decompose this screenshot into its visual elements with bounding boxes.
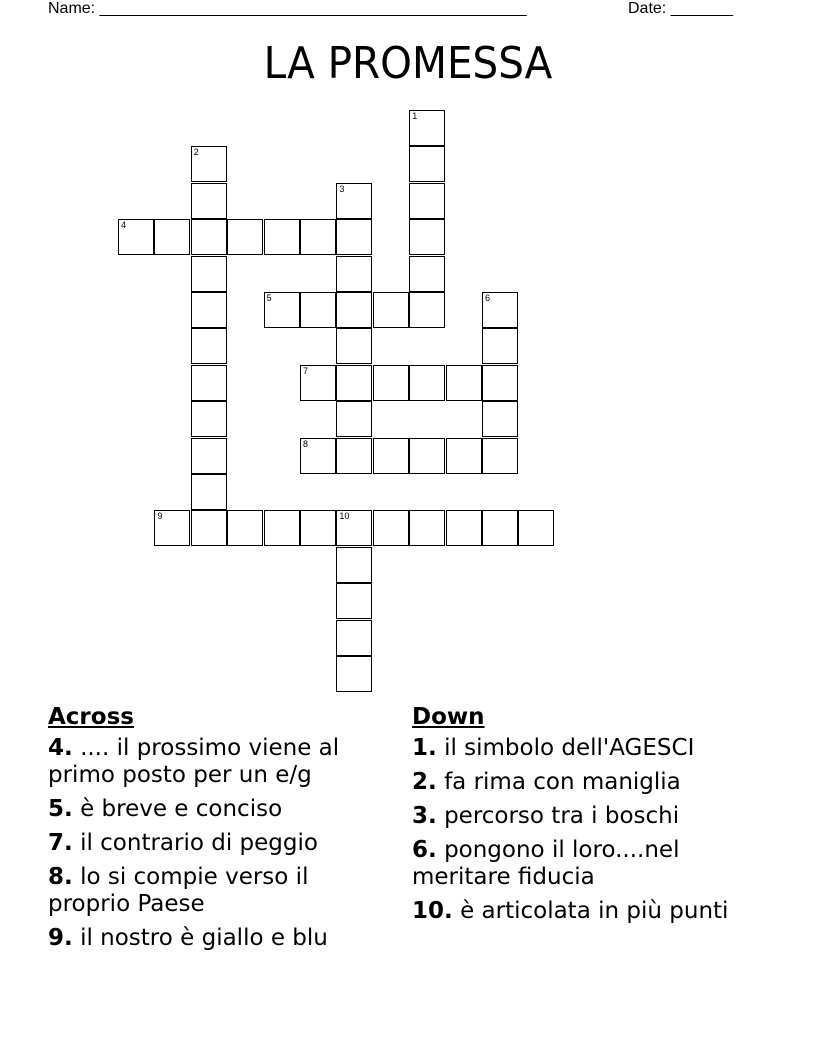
grid-cell[interactable] [482, 328, 518, 364]
clue-number: 9. [48, 925, 73, 951]
clue-number-label: 5 [266, 293, 272, 303]
grid-cell[interactable] [409, 146, 445, 182]
across-clues [48, 702, 388, 959]
grid-cell[interactable] [409, 256, 445, 292]
clue-number: 5. [48, 796, 73, 822]
grid-cell[interactable] [446, 510, 482, 546]
grid-cell[interactable] [446, 365, 482, 401]
grid-cell[interactable] [373, 510, 409, 546]
grid-cell[interactable] [336, 583, 372, 619]
grid-cell[interactable] [300, 365, 336, 401]
clue-across-9 [48, 925, 388, 952]
grid-cell[interactable] [191, 401, 227, 437]
clue-text: è breve e conciso [80, 796, 283, 822]
clue-number: 4. [48, 735, 73, 761]
grid-cell[interactable] [336, 656, 372, 692]
grid-cell[interactable] [518, 510, 554, 546]
grid-cell[interactable] [227, 219, 263, 255]
grid-cell[interactable] [482, 365, 518, 401]
clue-number: 3. [412, 803, 437, 829]
clue-down-10 [412, 898, 742, 925]
grid-cell[interactable] [336, 547, 372, 583]
grid-cell[interactable] [154, 510, 190, 546]
clue-text: è articolata in più punti [460, 898, 729, 924]
clue-number-label: 4 [121, 220, 127, 231]
grid-cell[interactable] [409, 438, 445, 474]
clue-across-8 [48, 864, 388, 918]
grid-cell[interactable] [264, 510, 300, 546]
grid-cell[interactable] [336, 510, 372, 546]
clue-number-label: 3 [339, 183, 345, 194]
across-heading: Across [48, 704, 134, 730]
clue-number-label: 8 [303, 438, 309, 449]
grid-cell[interactable] [482, 292, 518, 328]
clue-down-1 [412, 735, 742, 762]
down-clues [412, 702, 742, 932]
grid-cell[interactable] [191, 365, 227, 401]
clue-text: il nostro è giallo e blu [80, 925, 328, 951]
grid-cell[interactable] [300, 510, 336, 546]
clue-text: percorso tra i boschi [444, 803, 680, 829]
grid-cell[interactable] [191, 438, 227, 474]
clue-text: il contrario di peggio [80, 830, 318, 856]
grid-cell[interactable] [336, 292, 372, 328]
grid-cell[interactable] [409, 219, 445, 255]
clue-number: 8. [48, 864, 73, 890]
grid-cell[interactable] [300, 292, 336, 328]
clue-number: 2. [412, 769, 437, 795]
clue-number: 7. [48, 830, 73, 856]
grid-cell[interactable] [446, 438, 482, 474]
grid-cell[interactable] [336, 620, 372, 656]
grid-cell[interactable] [409, 510, 445, 546]
grid-cell[interactable] [300, 438, 336, 474]
grid-cell[interactable] [336, 438, 372, 474]
grid-cell[interactable] [482, 438, 518, 474]
clue-number-label: 1 [412, 111, 418, 121]
name-field-label: Name: ________________________________________________ [48, 0, 527, 17]
clue-number: 10. [412, 898, 453, 924]
grid-cell[interactable] [336, 256, 372, 292]
clue-text: il simbolo dell'AGESCI [444, 735, 695, 761]
grid-cell[interactable] [373, 438, 409, 474]
grid-cell[interactable] [118, 219, 154, 255]
clue-text: fa rima con maniglia [444, 769, 681, 795]
grid-cell[interactable] [191, 328, 227, 364]
grid-cell[interactable] [191, 183, 227, 219]
grid-cell[interactable] [300, 219, 336, 255]
clue-number-label: 10 [339, 511, 350, 522]
grid-cell[interactable] [191, 292, 227, 328]
grid-cell[interactable] [409, 183, 445, 219]
clue-across-4 [48, 735, 388, 789]
grid-cell[interactable] [409, 292, 445, 328]
grid-cell[interactable] [482, 401, 518, 437]
clue-text: pongono il loro....nel meritare fiducia [412, 837, 680, 890]
clue-number-label: 7 [303, 365, 309, 376]
grid-cell[interactable] [373, 292, 409, 328]
grid-cell[interactable] [191, 510, 227, 546]
grid-cell[interactable] [191, 474, 227, 510]
grid-cell[interactable] [409, 110, 445, 146]
clue-down-3 [412, 803, 742, 830]
down-heading: Down [412, 704, 485, 730]
grid-cell[interactable] [191, 146, 227, 182]
clue-text: lo si compie verso il proprio Paese [48, 864, 309, 917]
grid-cell[interactable] [191, 219, 227, 255]
clue-number-label: 9 [157, 511, 163, 522]
clue-down-2 [412, 769, 742, 796]
grid-cell[interactable] [154, 219, 190, 255]
grid-cell[interactable] [336, 365, 372, 401]
grid-cell[interactable] [336, 219, 372, 255]
grid-cell[interactable] [336, 183, 372, 219]
grid-cell[interactable] [227, 510, 263, 546]
grid-cell[interactable] [264, 219, 300, 255]
clue-number-label: 2 [193, 147, 199, 158]
grid-cell[interactable] [191, 256, 227, 292]
clue-number: 6. [412, 837, 437, 863]
grid-cell[interactable] [264, 292, 300, 328]
clue-across-7 [48, 830, 388, 857]
grid-cell[interactable] [373, 365, 409, 401]
puzzle-title: LA PROMESSA [263, 38, 553, 89]
grid-cell[interactable] [482, 510, 518, 546]
clue-text: .... il prossimo viene al primo posto per un e/g [48, 735, 340, 788]
clue-across-5 [48, 796, 388, 823]
grid-cell[interactable] [336, 328, 372, 364]
clue-number-label: 6 [485, 293, 491, 303]
clue-number: 1. [412, 735, 437, 761]
clue-down-6 [412, 837, 742, 891]
date-field-label: Date: _______ [628, 0, 733, 17]
grid-cell[interactable] [336, 401, 372, 437]
grid-cell[interactable] [409, 365, 445, 401]
